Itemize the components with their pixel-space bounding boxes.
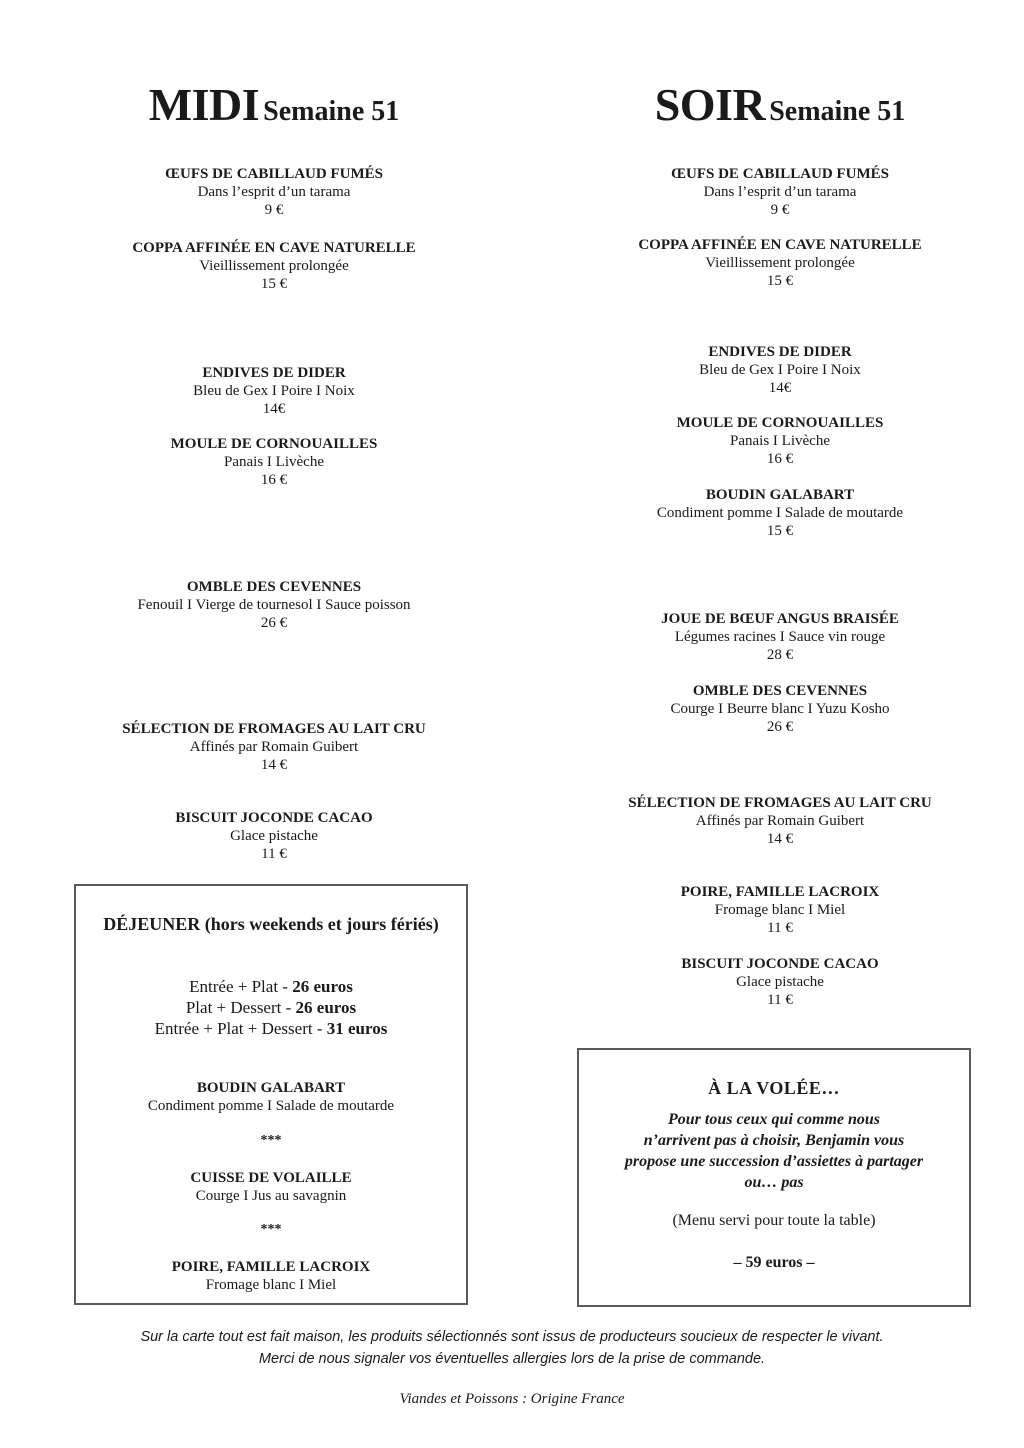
dish-description: Dans l’esprit d’un tarama [197,184,351,200]
dejeuner-formulas [76,976,466,1039]
course-separator: *** [260,1222,282,1237]
dish-name: OMBLE DES CEVENNES [186,579,362,595]
dish-price: 16 € [766,451,794,467]
soir-title-main: SOIR [654,79,766,130]
midi-menu-item [74,809,474,863]
midi-title-main: MIDI [148,79,260,130]
footer-notice [0,1326,1024,1370]
dish-description: Vieillissement prolongée [705,255,855,271]
dish-name: COPPA AFFINÉE EN CAVE NATURELLE [132,240,416,256]
formula-price: 26 euros [295,998,357,1017]
dejeuner-course [76,1258,466,1294]
dish-description: Glace pistache [230,828,318,844]
volee-title: À LA VOLÉE… [708,1078,840,1098]
volee-description [579,1109,969,1193]
soir-menu-item [580,165,980,219]
dish-price: 26 € [766,719,794,735]
dish-description: Panais I Livèche [224,454,324,470]
formula-label: Plat + Dessert - [185,998,296,1017]
dish-description: Vieillissement prolongée [199,258,349,274]
dish-name: SÉLECTION DE FROMAGES AU LAIT CRU [628,795,932,811]
formula-line [76,976,466,997]
dish-name: POIRE, FAMILLE LACROIX [171,1259,371,1275]
dish-name: ŒUFS DE CABILLAUD FUMÉS [671,166,889,182]
dish-name: ENDIVES DE DIDER [202,365,346,381]
dish-description: Panais I Livèche [730,433,830,449]
dish-description: Dans l’esprit d’un tarama [703,184,857,200]
volee-text-line: propose une succession d’assiettes à partager [624,1153,924,1170]
dish-description: Condiment pomme I Salade de moutarde [656,505,904,521]
dish-price: 15 € [260,276,288,292]
soir-menu-item [580,610,980,664]
dish-name: MOULE DE CORNOUAILLES [170,436,378,452]
dish-description: Fenouil I Vierge de tournesol I Sauce poisson [137,597,411,613]
midi-menu-item [74,720,474,774]
midi-menu-item [74,435,474,489]
dish-description: Courge I Beurre blanc I Yuzu Kosho [670,701,890,717]
course-separator: *** [260,1133,282,1148]
dish-price: 11 € [767,992,793,1008]
soir-menu-item [580,682,980,736]
volee-note: (Menu servi pour toute la table) [672,1212,876,1229]
footer-origin: Viandes et Poissons : Origine France [399,1391,625,1407]
dish-price: 15 € [766,273,794,289]
soir-menu-item [580,794,980,848]
volee-price: – 59 euros – [733,1254,815,1271]
dish-name: BISCUIT JOCONDE CACAO [681,956,879,972]
dish-name: ŒUFS DE CABILLAUD FUMÉS [165,166,383,182]
dish-price: 11 € [767,920,793,936]
dish-name: BISCUIT JOCONDE CACAO [175,810,373,826]
formula-line [76,1018,466,1039]
footer-line-allergies: Merci de nous signaler vos éventuelles allergies lors de la prise de commande. [258,1351,766,1367]
formula-price: 26 euros [292,977,353,996]
soir-menu-item [580,883,980,937]
dish-price: 28 € [766,647,794,663]
dish-price: 15 € [766,523,794,539]
dish-description: Affinés par Romain Guibert [695,813,865,829]
soir-menu-item [580,486,980,540]
formula-price: 31 euros [326,1019,388,1038]
footer-line-homemade: Sur la carte tout est fait maison, les produits sélectionnés sont issus de producteurs soucieux de respecter le vivant. [140,1329,884,1345]
dish-name: POIRE, FAMILLE LACROIX [680,884,880,900]
dish-price: 9 € [770,202,790,218]
dish-description: Affinés par Romain Guibert [189,739,359,755]
formula-label: Entrée + Plat - [189,977,293,996]
dish-description: Condiment pomme I Salade de moutarde [147,1098,395,1114]
dish-description: Glace pistache [736,974,824,990]
dish-name: SÉLECTION DE FROMAGES AU LAIT CRU [122,721,426,737]
dish-price: 14 € [766,831,794,847]
dish-description: Fromage blanc I Miel [714,902,846,918]
soir-title-week: Semaine 51 [769,96,906,127]
soir-menu-item [580,343,980,397]
volee-text-line: Pour tous ceux qui comme nous [667,1111,881,1128]
dish-name: MOULE DE CORNOUAILLES [676,415,884,431]
soir-menu-item [580,955,980,1009]
dejeuner-course [76,1079,466,1115]
dish-description: Légumes racines I Sauce vin rouge [674,629,886,645]
dish-price: 11 € [261,846,287,862]
dish-price: 14€ [262,401,286,417]
dish-name: OMBLE DES CEVENNES [692,683,868,699]
dish-description: Bleu de Gex I Poire I Noix [193,383,355,399]
midi-menu-item [74,239,474,293]
a-la-volee-box [577,1048,971,1307]
volee-text-line: ou… pas [744,1174,804,1191]
midi-title [74,78,474,131]
midi-title-week: Semaine 51 [263,96,400,127]
midi-menu-item [74,364,474,418]
dejeuner-box [74,884,468,1305]
soir-menu-item [580,414,980,468]
volee-text-line: n’arrivent pas à choisir, Benjamin vous [643,1132,905,1149]
dish-price: 9 € [264,202,284,218]
midi-menu-item [74,578,474,632]
dish-description: Courge I Jus au savagnin [195,1188,347,1204]
dish-name: BOUDIN GALABART [196,1080,346,1096]
dish-name: CUISSE DE VOLAILLE [190,1170,352,1186]
dish-price: 14€ [768,380,792,396]
formula-line [76,997,466,1018]
dish-price: 16 € [260,472,288,488]
soir-title [580,78,980,131]
dish-price: 26 € [260,615,288,631]
dish-name: COPPA AFFINÉE EN CAVE NATURELLE [638,237,922,253]
midi-menu-item [74,165,474,219]
dish-name: BOUDIN GALABART [705,487,855,503]
dish-price: 14 € [260,757,288,773]
formula-label: Entrée + Plat + Dessert - [154,1019,327,1038]
dejeuner-course [76,1169,466,1205]
dish-description: Fromage blanc I Miel [205,1277,337,1293]
dejeuner-title: DÉJEUNER (hors weekends et jours fériés) [103,914,439,934]
dish-name: JOUE DE BŒUF ANGUS BRAISÉE [661,611,899,627]
soir-menu-item [580,236,980,290]
dish-description: Bleu de Gex I Poire I Noix [699,362,861,378]
dish-name: ENDIVES DE DIDER [708,344,852,360]
